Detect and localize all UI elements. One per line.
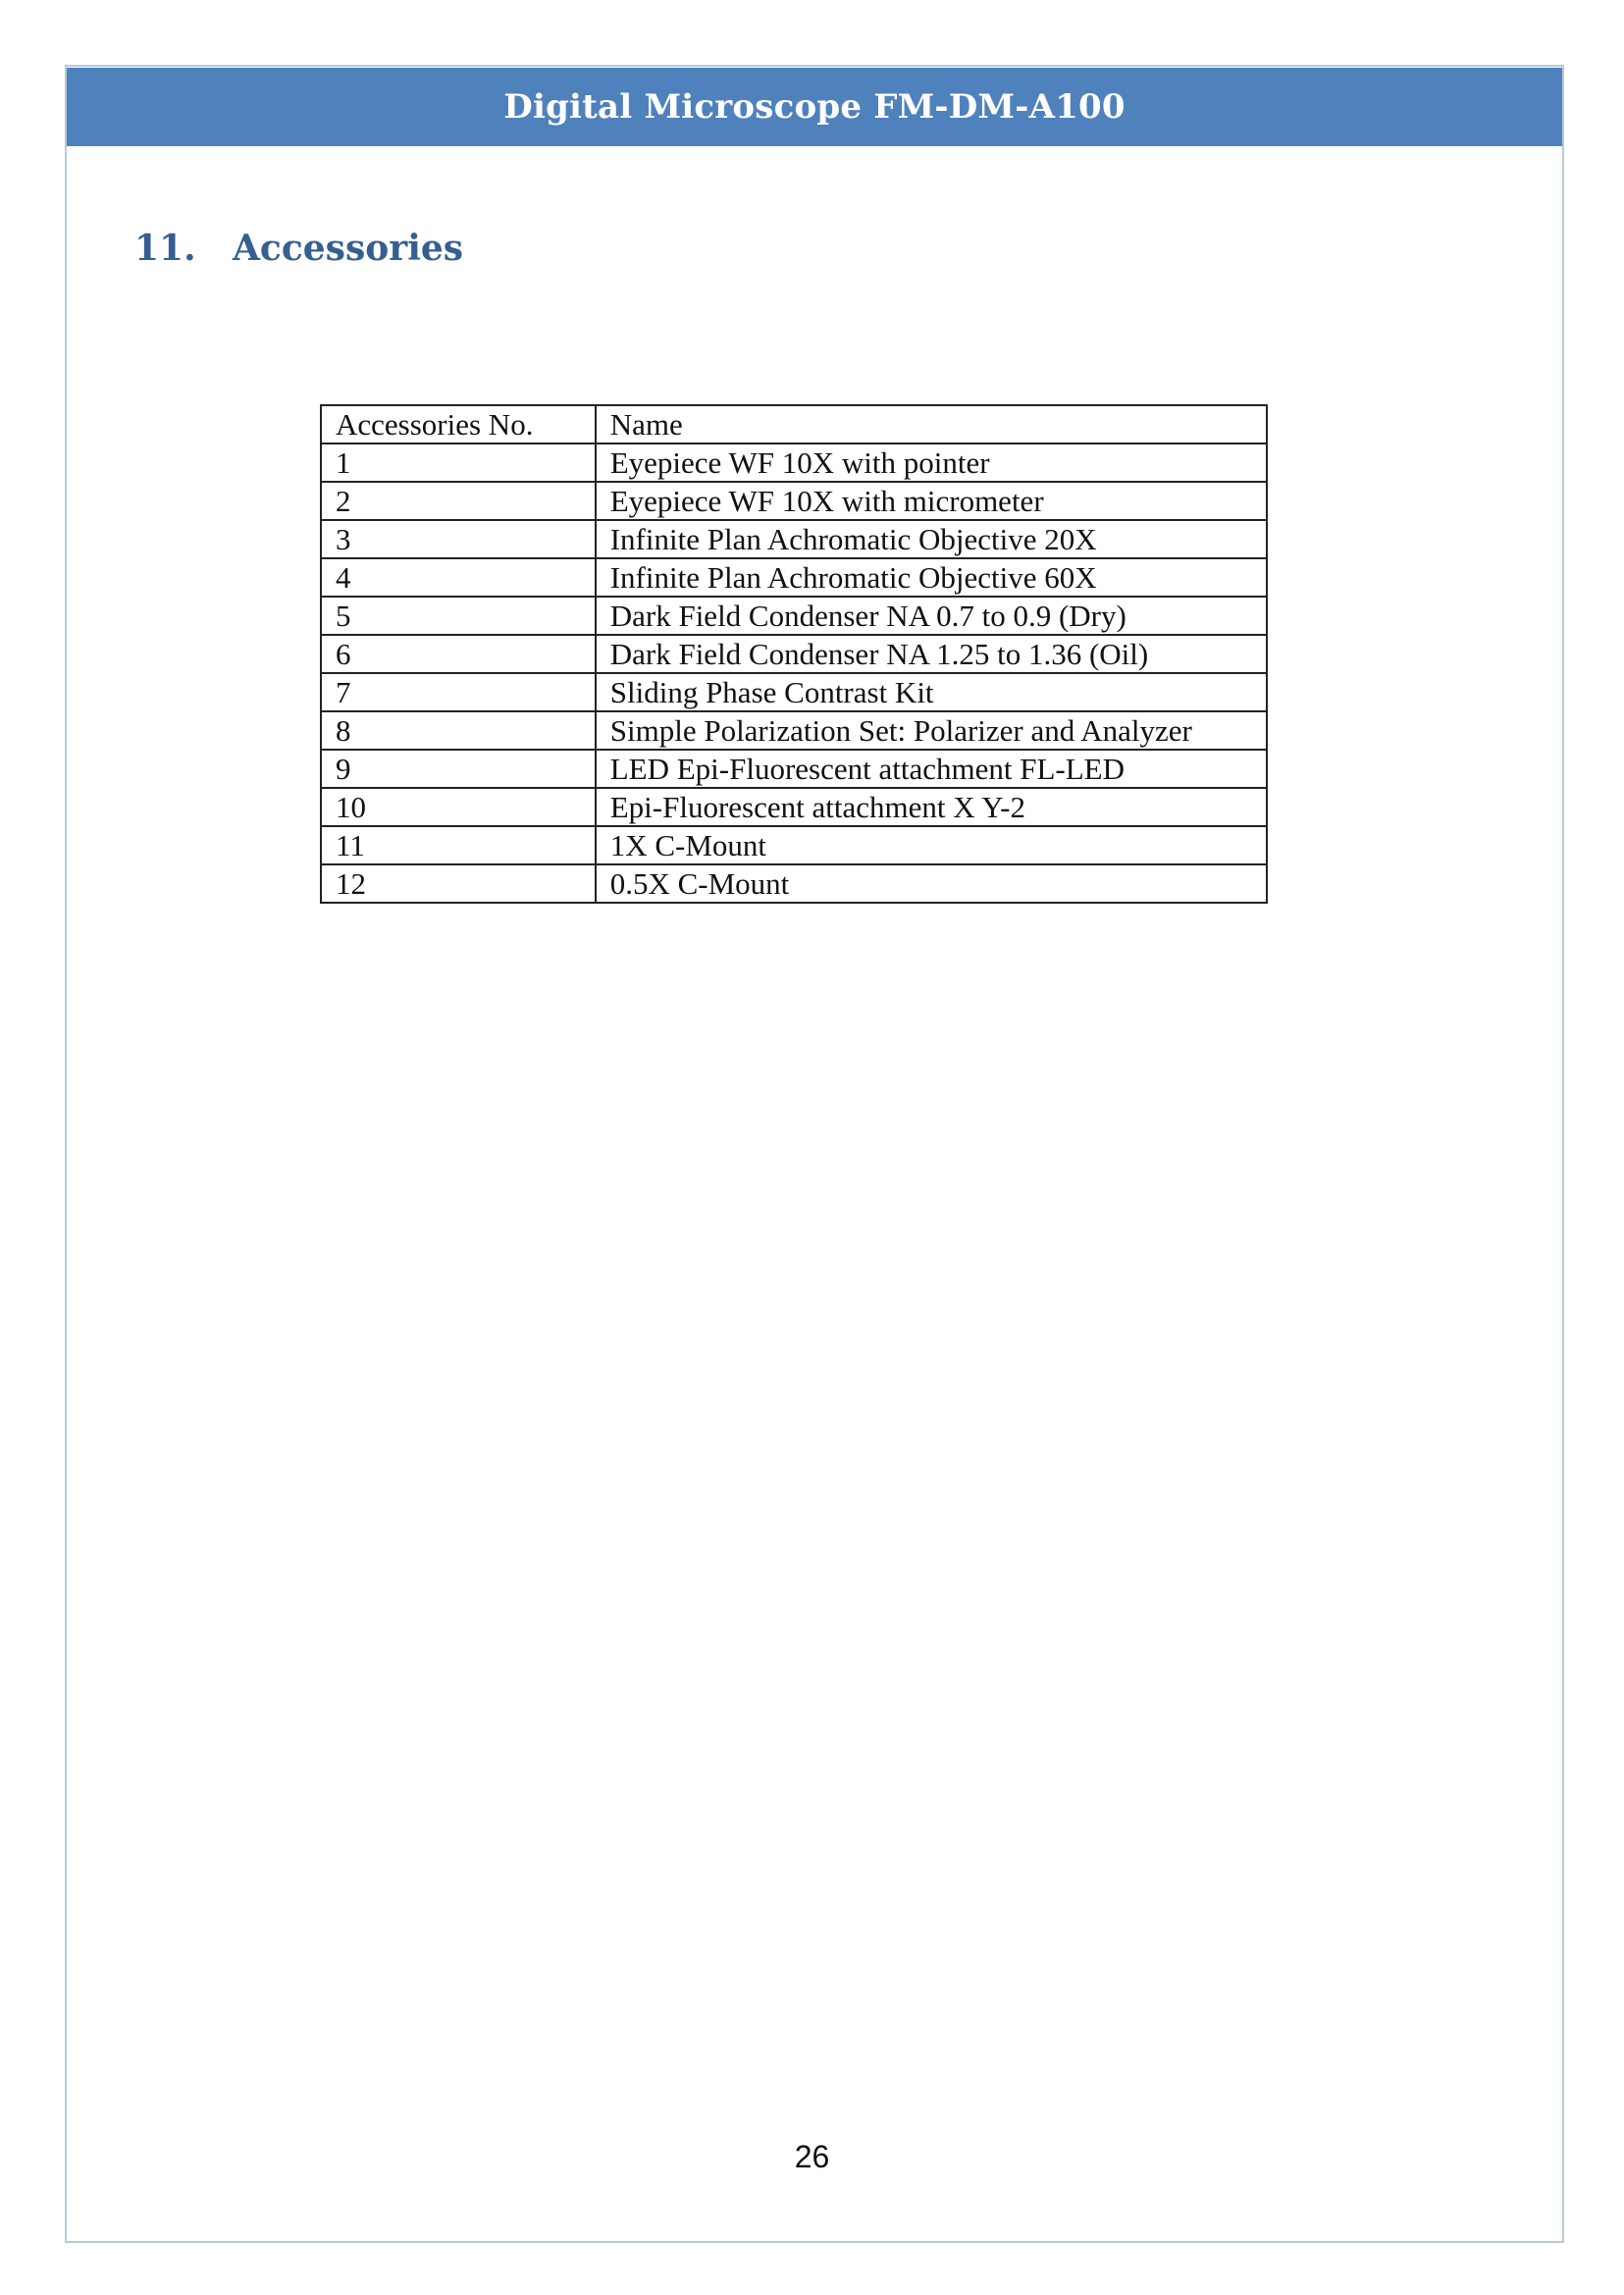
accessory-name: Eyepiece WF 10X with pointer: [596, 443, 1267, 482]
table-row: [321, 443, 1267, 482]
table-row: [321, 482, 1267, 520]
document-title: Digital Microscope FM-DM-A100: [503, 87, 1126, 127]
accessory-name: Infinite Plan Achromatic Objective 60X: [596, 558, 1267, 597]
accessory-number: 2: [321, 482, 596, 520]
table-row: [321, 788, 1267, 826]
accessory-number: 1: [321, 443, 596, 482]
table-row: [321, 826, 1267, 864]
section-heading: [134, 228, 463, 269]
section-number: 11.: [134, 228, 196, 269]
accessory-name: Infinite Plan Achromatic Objective 20X: [596, 520, 1267, 558]
table-row: [321, 635, 1267, 673]
document-header: [67, 68, 1562, 146]
accessory-name: Epi-Fluorescent attachment X Y-2: [596, 788, 1267, 826]
accessory-number: 4: [321, 558, 596, 597]
table-row: [321, 597, 1267, 635]
accessory-name: Dark Field Condenser NA 0.7 to 0.9 (Dry): [596, 597, 1267, 635]
table-row: [321, 673, 1267, 711]
section-title: Accessories: [233, 228, 464, 269]
table-row: [321, 520, 1267, 558]
accessory-name: Sliding Phase Contrast Kit: [596, 673, 1267, 711]
accessory-number: 5: [321, 597, 596, 635]
accessory-name: Dark Field Condenser NA 1.25 to 1.36 (Oil): [596, 635, 1267, 673]
accessory-number: 9: [321, 750, 596, 788]
accessory-name: Simple Polarization Set: Polarizer and Analyzer: [596, 711, 1267, 750]
column-header-no: Accessories No.: [321, 405, 596, 443]
table-row: [321, 864, 1267, 903]
accessory-number: 7: [321, 673, 596, 711]
accessory-name: 1X C-Mount: [596, 826, 1267, 864]
accessory-number: 12: [321, 864, 596, 903]
page-frame: [65, 65, 1564, 2243]
table-row: [321, 558, 1267, 597]
accessory-name: 0.5X C-Mount: [596, 864, 1267, 903]
column-header-name: Name: [596, 405, 1267, 443]
accessory-number: 11: [321, 826, 596, 864]
accessory-number: 10: [321, 788, 596, 826]
page-number: 26: [794, 2139, 830, 2174]
table-row: [321, 750, 1267, 788]
accessory-name: LED Epi-Fluorescent attachment FL-LED: [596, 750, 1267, 788]
accessory-number: 6: [321, 635, 596, 673]
accessories-table: [320, 404, 1268, 904]
table-row: [321, 711, 1267, 750]
table-header-row: [321, 405, 1267, 443]
accessory-number: 8: [321, 711, 596, 750]
accessory-name: Eyepiece WF 10X with micrometer: [596, 482, 1267, 520]
accessory-number: 3: [321, 520, 596, 558]
